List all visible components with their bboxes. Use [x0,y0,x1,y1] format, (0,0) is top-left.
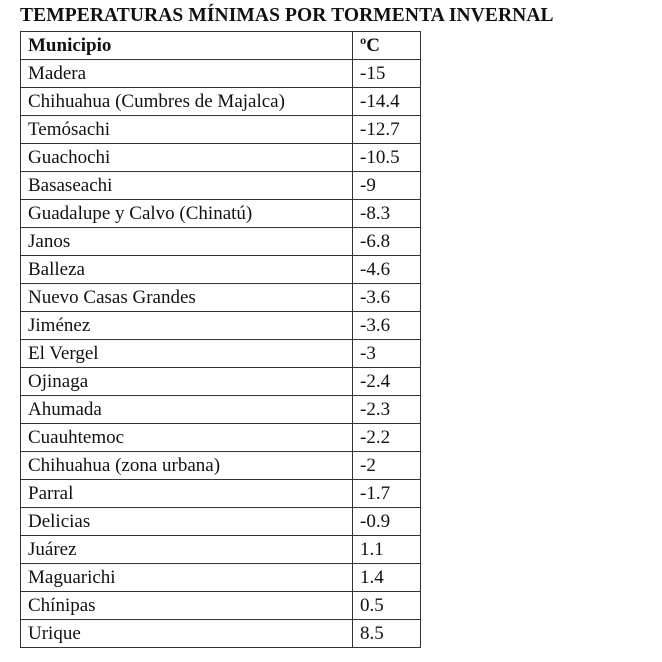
header-municipio: Municipio [21,32,353,60]
table-row [21,228,421,256]
table-row [21,564,421,592]
municipio-cell: Guadalupe y Calvo (Chinatú) [21,200,353,228]
table-row [21,340,421,368]
table-row [21,200,421,228]
temperature-cell: -2 [353,452,421,480]
municipio-cell: Chihuahua (zona urbana) [21,452,353,480]
temperature-cell: -2.2 [353,424,421,452]
municipio-cell: Temósachi [21,116,353,144]
table-row [21,256,421,284]
municipio-cell: Juárez [21,536,353,564]
temperature-cell: 0.5 [353,592,421,620]
municipio-cell: El Vergel [21,340,353,368]
table-row [21,88,421,116]
temperature-cell: -3 [353,340,421,368]
municipio-cell: Jiménez [21,312,353,340]
table-row [21,396,421,424]
temperature-cell: -3.6 [353,312,421,340]
temperature-cell: -12.7 [353,116,421,144]
municipio-cell: Chínipas [21,592,353,620]
temperature-cell: -15 [353,60,421,88]
table-row [21,116,421,144]
table-row [21,620,421,648]
table-row [21,172,421,200]
temperature-cell: -2.4 [353,368,421,396]
temperature-cell: -14.4 [353,88,421,116]
temperature-cell: -2.3 [353,396,421,424]
municipio-cell: Parral [21,480,353,508]
table-row [21,592,421,620]
temperature-cell: -9 [353,172,421,200]
table-body [21,60,421,648]
table-row [21,424,421,452]
municipio-cell: Delicias [21,508,353,536]
table-row [21,60,421,88]
table-row [21,452,421,480]
temperature-table [20,31,421,648]
temperature-cell: -8.3 [353,200,421,228]
table-row [21,368,421,396]
table-row [21,144,421,172]
temperature-cell: -0.9 [353,508,421,536]
temperature-cell: -1.7 [353,480,421,508]
municipio-cell: Urique [21,620,353,648]
municipio-cell: Guachochi [21,144,353,172]
table-row [21,312,421,340]
municipio-cell: Ahumada [21,396,353,424]
municipio-cell: Basaseachi [21,172,353,200]
temperature-cell: -10.5 [353,144,421,172]
municipio-cell: Chihuahua (Cumbres de Majalca) [21,88,353,116]
header-temperature: ºC [353,32,421,60]
table-row [21,480,421,508]
municipio-cell: Janos [21,228,353,256]
temperature-cell: -3.6 [353,284,421,312]
temperature-cell: -6.8 [353,228,421,256]
municipio-cell: Balleza [21,256,353,284]
table-header-row [21,32,421,60]
temperature-cell: 8.5 [353,620,421,648]
page-title: TEMPERATURAS MÍNIMAS POR TORMENTA INVERNAL [20,5,554,26]
municipio-cell: Cuauhtemoc [21,424,353,452]
table-row [21,284,421,312]
municipio-cell: Maguarichi [21,564,353,592]
temperature-cell: 1.4 [353,564,421,592]
table-row [21,508,421,536]
temperature-cell: 1.1 [353,536,421,564]
table-row [21,536,421,564]
temperature-cell: -4.6 [353,256,421,284]
municipio-cell: Madera [21,60,353,88]
municipio-cell: Ojinaga [21,368,353,396]
municipio-cell: Nuevo Casas Grandes [21,284,353,312]
